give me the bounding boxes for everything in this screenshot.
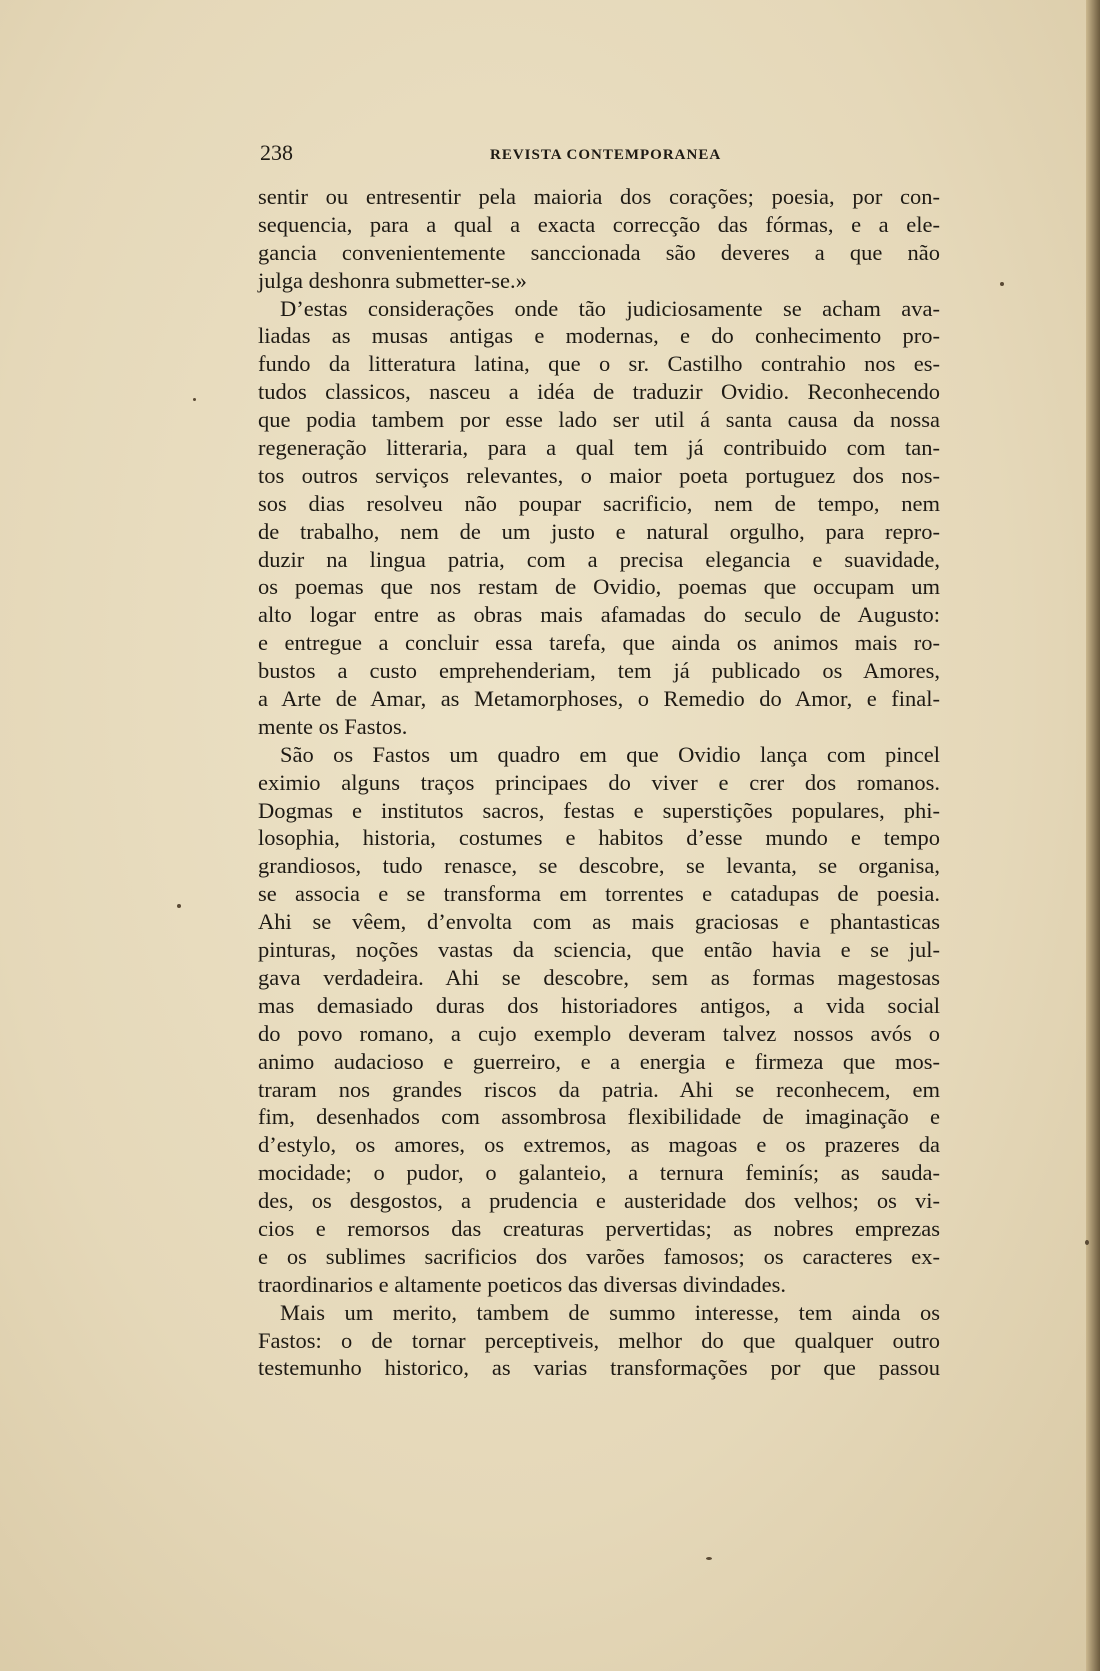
text-line: mente os Fastos.: [258, 713, 408, 739]
page-header: [260, 140, 940, 170]
text-line: tos outros serviços relevantes, o maior poeta portuguez dos nos-: [258, 462, 940, 488]
text-line: mocidade; o pudor, o galanteio, a ternura feminís; as sauda-: [258, 1160, 940, 1186]
text-line: testemunho historico, as varias transformações por que passou: [258, 1355, 940, 1381]
text-line: se associa e se transforma em torrentes e catadupas de poesia.: [258, 881, 940, 907]
text-line: des, os desgostos, a prudencia e austeridade dos velhos; os vi-: [258, 1188, 940, 1214]
text-line: do povo romano, a cujo exemplo deveram talvez nossos avós o: [258, 1020, 940, 1046]
paper-speck: [177, 904, 181, 908]
page-edge: [1086, 0, 1100, 1671]
text-line: de trabalho, nem de um justo e natural orgulho, para repro-: [258, 518, 940, 544]
text-line: São os Fastos um quadro em que Ovidio lança com pincel: [280, 741, 940, 767]
text-line: eximio alguns traços principaes do viver e crer dos romanos.: [258, 769, 940, 795]
text-line: e entregue a concluir essa tarefa, que ainda os animos mais ro-: [258, 630, 940, 656]
text-line: grandiosos, tudo renasce, se descobre, se levanta, se organisa,: [258, 853, 940, 879]
running-title: REVISTA CONTEMPORANEA: [490, 147, 722, 163]
text-line: Ahi se vêem, d’envolta com as mais graciosas e phantasticas: [258, 909, 940, 935]
text-line: pinturas, noções vastas da sciencia, que então havia e se jul-: [258, 937, 940, 963]
text-line: gava verdadeira. Ahi se descobre, sem as formas magestosas: [258, 964, 940, 990]
text-line: os poemas que nos restam de Ovidio, poemas que occupam um: [258, 574, 940, 600]
paper-speck: [1000, 282, 1004, 286]
text-line: traordinarios e altamente poeticos das diversas divindades.: [258, 1271, 786, 1297]
text-line: animo audacioso e guerreiro, e a energia e firmeza que mos-: [258, 1048, 940, 1074]
text-line: a Arte de Amar, as Metamorphoses, o Remedio do Amor, e final-: [258, 686, 940, 712]
text-line: e os sublimes sacrificios dos varões famosos; os caracteres ex-: [258, 1243, 940, 1269]
text-line: mas demasiado duras dos historiadores antigos, a vida social: [258, 992, 940, 1018]
text-line: D’estas considerações onde tão judiciosamente se acham ava-: [280, 295, 940, 321]
text-line: julga deshonra submetter-se.»: [258, 267, 527, 293]
text-line: sos dias resolveu não poupar sacrificio, nem de tempo, nem: [258, 490, 940, 516]
text-line: fundo da litteratura latina, que o sr. Castilho contrahio nos es-: [258, 351, 940, 377]
text-line: Dogmas e institutos sacros, festas e superstições populares, phi-: [258, 797, 940, 823]
body-text: [258, 183, 940, 1382]
text-line: sentir ou entresentir pela maioria dos corações; poesia, por con-: [258, 184, 940, 209]
paper-speck: [193, 398, 196, 401]
text-line: gancia convenientemente sanccionada são deveres a que não: [258, 239, 940, 265]
text-line: losophia, historia, costumes e habitos d’esse mundo e tempo: [258, 825, 940, 851]
page-number: 238: [260, 140, 293, 165]
text-line: d’estylo, os amores, os extremos, as magoas e os prazeres da: [258, 1132, 940, 1158]
text-line: fim, desenhados com assombrosa flexibilidade de imaginação e: [258, 1104, 940, 1130]
text-line: cios e remorsos das creaturas pervertidas; as nobres emprezas: [258, 1215, 940, 1241]
paper-speck: [706, 1557, 712, 1560]
text-line: bustos a custo emprehenderiam, tem já publicado os Amores,: [258, 658, 940, 684]
text-line: liadas as musas antigas e modernas, e do conhecimento pro-: [258, 323, 940, 349]
paper-speck: [1085, 1240, 1089, 1245]
text-line: alto logar entre as obras mais afamadas do seculo de Augusto:: [258, 602, 940, 628]
text-line: regeneração litteraria, para a qual tem já contribuido com tan-: [258, 435, 940, 461]
text-line: Fastos: o de tornar perceptiveis, melhor do que qualquer outro: [258, 1327, 940, 1353]
text-line: sequencia, para a qual a exacta correcção das fórmas, e a ele-: [258, 211, 940, 237]
text-line: tudos classicos, nasceu a idéa de traduzir Ovidio. Reconhecendo: [258, 379, 940, 405]
text-line: duzir na lingua patria, com a precisa elegancia e suavidade,: [258, 546, 940, 572]
text-line: que podia tambem por esse lado ser util á santa causa da nossa: [258, 407, 940, 433]
text-line: traram nos grandes riscos da patria. Ahi se reconhecem, em: [258, 1076, 940, 1102]
text-line: Mais um merito, tambem de summo interesse, tem ainda os: [280, 1299, 940, 1325]
